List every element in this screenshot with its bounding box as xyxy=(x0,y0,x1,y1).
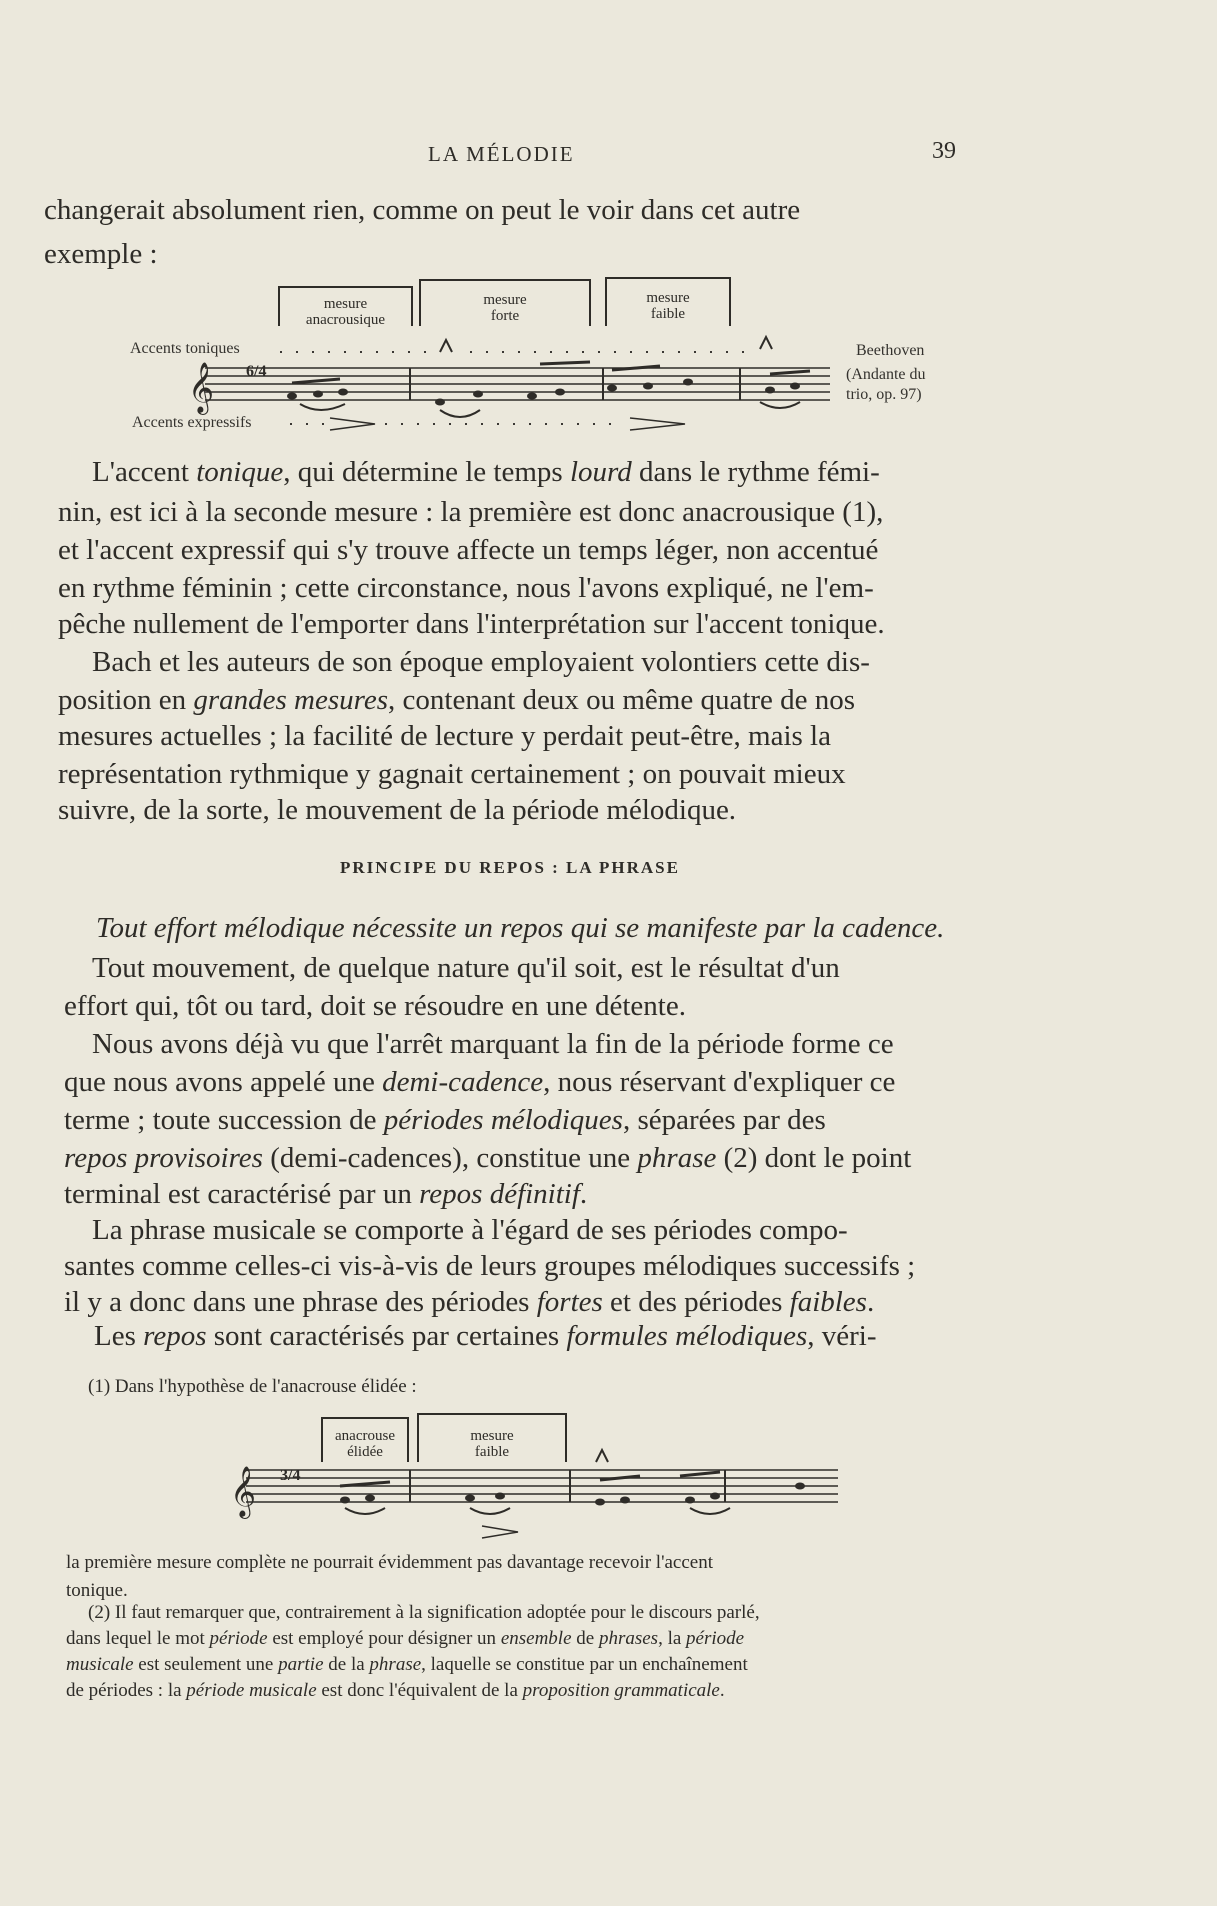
note-head xyxy=(340,1497,350,1504)
slur xyxy=(470,1508,510,1514)
maxim: Tout effort mélodique nécessite un repos qui se manifeste par la cadence. xyxy=(96,912,945,944)
paragraph-line: Les repos sont caractérisés par certaines formules mélodiques, véri- xyxy=(94,1320,877,1352)
note-head xyxy=(365,1495,375,1502)
footnote-line: tonique. xyxy=(66,1580,128,1601)
beam xyxy=(600,1476,640,1480)
page-number: 39 xyxy=(932,138,956,164)
paragraph-line: Bach et les auteurs de son époque employaient volontiers cette dis- xyxy=(92,646,870,678)
paragraph-line: Tout mouvement, de quelque nature qu'il soit, est le résultat d'un xyxy=(92,952,840,984)
intro-line: changerait absolument rien, comme on peut le voir dans cet autre xyxy=(44,194,801,226)
time-signature: 6/4 xyxy=(246,363,267,380)
paragraph-line: La phrase musicale se comporte à l'égard de ses périodes compo- xyxy=(92,1214,848,1246)
paragraph-line: représentation rythmique y gagnait certainement ; on pouvait mieux xyxy=(58,758,846,790)
footnote-1-intro: (1) Dans l'hypothèse de l'anacrouse élidée : xyxy=(88,1376,417,1397)
hairpin-decrescendo xyxy=(482,1526,518,1538)
paragraph-line: Nous avons déjà vu que l'arrêt marquant la fin de la période forme ce xyxy=(92,1028,894,1060)
note-head xyxy=(595,1499,605,1506)
time-signature: 3/4 xyxy=(280,1467,301,1484)
beam xyxy=(680,1472,720,1476)
footnote-line: dans lequel le mot période est employé pour désigner un ensemble de phrases, la période xyxy=(66,1628,745,1649)
paragraph-line: L'accent tonique, qui détermine le temps lourd dans le rythme fémi- xyxy=(92,456,880,488)
paragraph-line: santes comme celles-ci vis-à-vis de leurs groupes mélodiques successifs ; xyxy=(64,1250,916,1282)
slur xyxy=(345,1508,385,1514)
paragraph-line: suivre, de la sorte, le mouvement de la période mélodique. xyxy=(58,794,737,826)
paragraph-line: et l'accent expressif qui s'y trouve affecte un temps léger, non accentué xyxy=(58,534,879,566)
paragraph-line: terme ; toute succession de périodes mélodiques, séparées par des xyxy=(64,1104,826,1136)
accents-toniques-label: Accents toniques xyxy=(130,340,240,357)
footnote-line: de périodes : la période musicale est donc l'équivalent de la proposition grammaticale. xyxy=(66,1680,725,1701)
measure-label: anacrouse élidée xyxy=(335,1428,395,1460)
paragraph-line: pêche nullement de l'emporter dans l'interprétation sur l'accent tonique. xyxy=(58,608,885,640)
note-head xyxy=(620,1497,630,1504)
note-head xyxy=(795,1483,805,1490)
note-head xyxy=(495,1493,505,1500)
source-composer: Beethoven xyxy=(856,342,925,359)
tonic-accent-mark xyxy=(596,1450,608,1462)
paragraph-line: effort qui, tôt ou tard, doit se résoudre en une détente. xyxy=(64,990,686,1022)
intro-line: exemple : xyxy=(44,238,158,270)
paragraph-line: il y a donc dans une phrase des périodes fortes et des périodes faibles. xyxy=(64,1286,875,1318)
paragraph-line: repos provisoires (demi-cadences), constitue une phrase (2) dont le point xyxy=(64,1142,912,1174)
measure-label: mesure faible xyxy=(646,290,690,322)
measure-label: mesure faible xyxy=(470,1428,514,1460)
slur xyxy=(690,1508,730,1514)
note-head xyxy=(465,1495,475,1502)
paragraph-line: que nous avons appelé une demi-cadence, nous réservant d'expliquer ce xyxy=(64,1066,896,1098)
section-heading: PRINCIPE DU REPOS : LA PHRASE xyxy=(340,858,680,877)
measure-label: mesure forte xyxy=(483,292,527,324)
source-work: trio, op. 97) xyxy=(846,386,922,403)
note-head xyxy=(685,1497,695,1504)
measure-label: mesure anacrousique xyxy=(305,296,386,328)
note-head xyxy=(710,1493,720,1500)
running-header: LA MÉLODIE xyxy=(428,142,575,166)
treble-clef-icon: 𝄞 xyxy=(188,362,215,413)
source-work: (Andante du xyxy=(846,366,926,383)
accents-expressifs-label: Accents expressifs xyxy=(132,414,252,431)
paragraph-line: position en grandes mesures, contenant deux ou même quatre de nos xyxy=(58,684,856,716)
paragraph-line: terminal est caractérisé par un repos définitif. xyxy=(64,1178,588,1210)
footnote-line: la première mesure complète ne pourrait évidemment pas davantage recevoir l'accent xyxy=(66,1552,714,1573)
staff-lines xyxy=(246,1467,838,1502)
paragraph-line: nin, est ici à la seconde mesure : la première est donc anacrousique (1), xyxy=(58,496,884,528)
paragraph-line: en rythme féminin ; cette circonstance, nous l'avons expliqué, ne l'em- xyxy=(58,572,874,604)
footnote-line: musicale est seulement une partie de la phrase, laquelle se constitue par un enchaînement xyxy=(66,1654,748,1675)
treble-clef-icon: 𝄞 xyxy=(230,1466,257,1517)
paragraph-line: mesures actuelles ; la facilité de lecture y perdait peut-être, mais la xyxy=(58,720,831,752)
footnote-line: (2) Il faut remarquer que, contrairement à la signification adoptée pour le discours parlé, xyxy=(88,1602,760,1623)
